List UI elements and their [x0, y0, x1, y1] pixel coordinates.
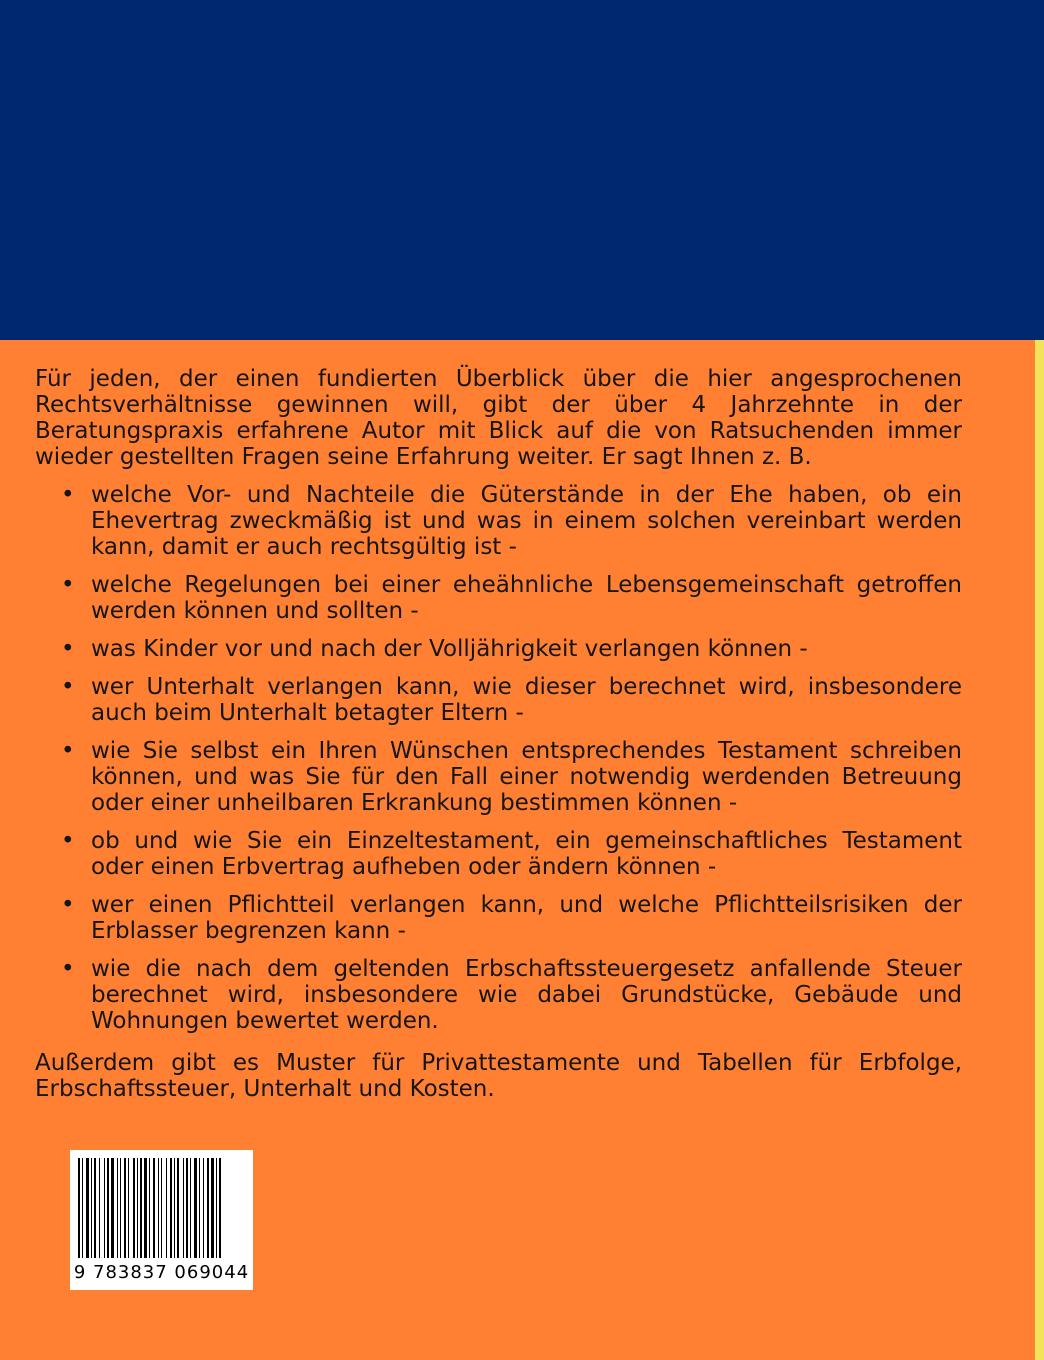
bullet-icon: •	[61, 636, 75, 662]
list-item-text: wer Unterhalt verlangen kann, wie dieser berechnet wird, insbesondere auch beim Unterhalt betagter Eltern -	[91, 674, 962, 726]
list-item	[35, 892, 962, 944]
bullet-list	[35, 482, 962, 1034]
bullet-icon: •	[61, 738, 75, 764]
barcode-digits: 9 783837 069044	[73, 1262, 250, 1283]
list-item-text: wie die nach dem geltenden Erbschaftssteuergesetz anfallende Steuer berechnet wird, insbesondere wie dabei Grundstücke, Gebäude und Wohnungen bewertet werden.	[91, 956, 962, 1034]
list-item-text: wer einen Pflichtteil verlangen kann, und welche Pflichtteilsrisiken der Erblasser begrenzen kann -	[91, 892, 962, 944]
list-item-text: welche Vor- und Nachteile die Güterstände in der Ehe haben, ob ein Ehevertrag zweckmäßig ist und was in einem solchen vereinbart werden kann, damit er auch rechtsgültig ist -	[91, 482, 962, 560]
cover-top-band	[0, 0, 1044, 340]
bullet-icon: •	[61, 674, 75, 700]
list-item	[35, 482, 962, 560]
list-item-text: wie Sie selbst ein Ihren Wünschen entsprechendes Testament schreiben können, und was Sie für den Fall einer notwendig werdenden Betreuung oder einer unheilbaren Erkrankung bestimmen können -	[91, 738, 962, 816]
intro-paragraph: Für jeden, der einen fundierten Überblick über die hier angesprochenen Rechtsverhältnisse gewinnen will, gibt der über 4 Jahrzehnte in der Beratungspraxis erfahrene Autor mit Blick auf die von Ratsuchenden immer wieder gestellten Fragen seine Erfahrung weiter. Er sagt Ihnen z. B.	[35, 366, 962, 470]
barcode-bars	[78, 1158, 245, 1258]
list-item	[35, 828, 962, 880]
list-item	[35, 956, 962, 1034]
list-item	[35, 738, 962, 816]
barcode	[70, 1150, 253, 1290]
list-item	[35, 674, 962, 726]
bullet-icon: •	[61, 956, 75, 982]
list-item	[35, 572, 962, 624]
list-item	[35, 636, 962, 662]
bullet-icon: •	[61, 572, 75, 598]
blurb-text	[35, 366, 962, 1102]
bullet-icon: •	[61, 482, 75, 508]
cover-accent-strip	[1035, 340, 1044, 1360]
outro-paragraph: Außerdem gibt es Muster für Privattestamente und Tabellen für Erbfolge, Erbschaftssteuer, Unterhalt und Kosten.	[35, 1050, 962, 1102]
list-item-text: ob und wie Sie ein Einzeltestament, ein gemeinschaftliches Testament oder einen Erbvertrag aufheben oder ändern können -	[91, 828, 962, 880]
list-item-text: welche Regelungen bei einer eheähnliche Lebensgemeinschaft getroffen werden können und sollten -	[91, 572, 962, 624]
bullet-icon: •	[61, 828, 75, 854]
list-item-text: was Kinder vor und nach der Volljährigkeit verlangen können -	[91, 636, 808, 662]
bullet-icon: •	[61, 892, 75, 918]
